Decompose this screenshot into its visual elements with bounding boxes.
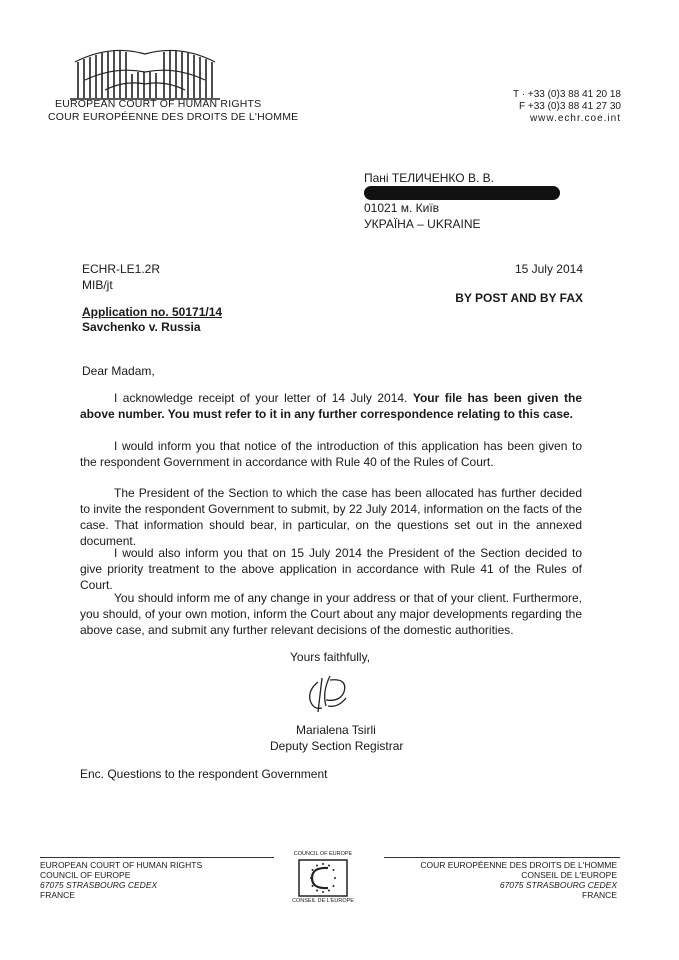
footer-left-line: COUNCIL OF EUROPE	[40, 870, 131, 880]
delivery-method: BY POST AND BY FAX	[455, 291, 583, 305]
footer-rule-left	[40, 857, 274, 858]
council-logo-bottom-label: CONSEIL DE L'EUROPE	[292, 898, 354, 904]
signer-name: Marialena Tsirli	[296, 723, 376, 737]
footer-right-line: FRANCE	[582, 890, 617, 900]
council-of-europe-logo	[298, 859, 348, 897]
reference-initials: MIB/jt	[82, 278, 113, 292]
court-name-fr: COUR EUROPÉENNE DES DROITS DE L'HOMME	[48, 111, 299, 123]
footer-left	[40, 860, 202, 900]
signature	[300, 668, 360, 718]
application-number: Application no. 50171/14	[82, 305, 223, 319]
recipient-country: УКРАЇНА – UKRAINE	[364, 217, 481, 231]
reference-code: ECHR-LE1.2R	[82, 262, 161, 276]
letter-date: 15 July 2014	[514, 262, 583, 276]
fax-number: F +33 (0)3 88 41 27 30	[518, 101, 621, 112]
footer-left-line: EUROPEAN COURT OF HUMAN RIGHTS	[40, 860, 203, 870]
signer-title: Deputy Section Registrar	[270, 739, 404, 753]
footer-right-line: CONSEIL DE L'EUROPE	[521, 870, 617, 880]
paragraph-4: I would also inform you that on 15 July 2014 the President of the Section decided to give priority treatment to the above application in accordance with Rule 41 of the Rules of Court.	[80, 546, 582, 592]
closing: Yours faithfully,	[290, 650, 371, 664]
case-name: Savchenko v. Russia	[82, 320, 201, 334]
paragraph-3: The President of the Section to which the case has been allocated has further decided to invite the respondent Government to submit, by 22 July 2014, information on the facts of the case. That information should bear, in particular, on the questions set out in the annexed document.	[80, 486, 582, 548]
court-name-en: EUROPEAN COURT OF HUMAN RIGHTS	[55, 98, 262, 110]
paragraph-1	[80, 390, 582, 422]
redaction-bar	[364, 186, 560, 200]
website: www.echr.coe.int	[529, 113, 621, 124]
paragraph-2: I would inform you that notice of the introduction of this application has been given to the respondent Government in accordance with Rule 40 of the Rules of Court.	[80, 439, 582, 469]
footer-right-line: 67075 STRASBOURG CEDEX	[499, 880, 617, 890]
enclosure-note: Enc. Questions to the respondent Government	[80, 767, 328, 781]
footer-right-line: COUR EUROPÉENNE DES DROITS DE L'HOMME	[420, 860, 617, 870]
recipient-city: 01021 м. Київ	[364, 201, 440, 215]
court-building-logo	[70, 40, 220, 102]
footer-left-line: 67075 STRASBOURG CEDEX	[40, 880, 158, 890]
footer-right	[420, 860, 617, 900]
council-logo-top-label: COUNCIL OF EUROPE	[293, 851, 353, 857]
footer-left-line: FRANCE	[40, 890, 75, 900]
recipient-name: Пані ТЕЛИЧЕНКО В. В.	[364, 171, 494, 185]
paragraph-5: You should inform me of any change in your address or that of your client. Furthermore, you should, of your own motion, inform the Court about any major developments regarding the above case, and submit any further relevant decisions of the domestic authorities.	[80, 591, 582, 637]
paragraph-1-text: I acknowledge receipt of your letter of 14 July 2014.	[114, 391, 413, 405]
paragraph-1-bold: Your file has been given the above number. You must refer to it in any further correspondence relating to this case.	[80, 391, 582, 421]
phone-number: T · +33 (0)3 88 41 20 18	[513, 89, 621, 100]
footer-rule-right	[384, 857, 620, 858]
salutation: Dear Madam,	[82, 364, 155, 378]
